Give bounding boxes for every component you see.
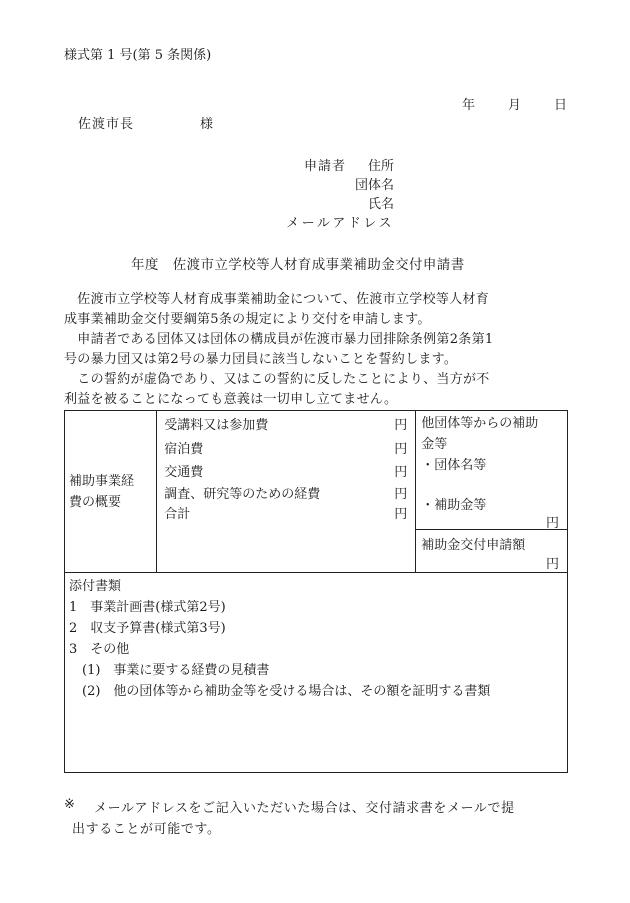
- requested-amount-cell: [416, 530, 568, 573]
- row-label-cell: [65, 411, 157, 573]
- yen-unit: 円: [394, 465, 408, 480]
- body-line: 号の暴力団又は第2号の暴力団員に該当しないことを誓約します。: [64, 352, 458, 367]
- body-line: 佐渡市立学校等人材育成事業補助金について、佐渡市立学校等人材育: [64, 292, 490, 307]
- attachments-cell: [65, 573, 568, 773]
- applicant-label: 申請者: [304, 159, 347, 174]
- body-line: 申請者である団体又は団体の構成員が佐渡市暴力団排除条例第2条第1: [64, 332, 494, 347]
- body-line: この誓約が虚偽であり、又はこの誓約に反したことにより、当方が不: [64, 372, 490, 387]
- footnote-line: メールアドレスをご記入いただいた場合は、交付請求書をメールで提: [94, 801, 515, 816]
- expense-items-cell: [157, 411, 416, 573]
- expense-row: [157, 414, 415, 438]
- yen-unit: 円: [545, 557, 559, 572]
- addressee-sama: 様: [200, 117, 214, 132]
- addressee-mayor: 佐渡市長: [78, 117, 135, 132]
- expense-row: [157, 461, 415, 485]
- attachment-item: (1) 事業に要する経費の見積書: [69, 663, 270, 678]
- subsidy-amount-label: ・補助金等: [421, 498, 487, 513]
- requested-amount-label: 補助金交付申請額: [421, 538, 526, 553]
- expense-label: 受講料又は参加費: [164, 418, 269, 433]
- yen-unit: 円: [394, 441, 408, 457]
- attachment-item: 2 収支予算書(様式第3号): [69, 621, 226, 636]
- yen-unit: 円: [394, 486, 408, 502]
- expense-label: 合計: [164, 506, 191, 522]
- attachment-item: (2) 他の団体等から補助金等を受ける場合は、その額を証明する書類: [69, 684, 491, 699]
- row-label-line: 費の概要: [69, 494, 122, 510]
- yen-unit: 円: [394, 418, 408, 433]
- applicant-group-label: 団体名: [354, 178, 394, 193]
- applicant-email-label: メールアドレス: [286, 216, 394, 231]
- expense-row: [157, 505, 415, 525]
- footnote-mark: ※: [64, 797, 75, 812]
- application-table: [64, 410, 568, 773]
- other-subsidy-heading: 他団体等からの補助: [421, 416, 539, 431]
- footnote-line: 出することが可能です。: [72, 822, 221, 837]
- body-text: [64, 290, 572, 410]
- attachment-item: 1 事業計画書(様式第2号): [69, 600, 226, 615]
- applicant-address-label: 住所: [367, 159, 394, 174]
- org-name-label: ・団体名等: [421, 458, 487, 473]
- body-line: 利益を被ることになっても意義は一切申し立てません。: [64, 392, 398, 407]
- yen-unit: 円: [394, 506, 408, 522]
- body-line: 成事業補助金交付要綱第5条の規定により交付を申請します。: [64, 312, 431, 327]
- expense-row: [157, 485, 415, 505]
- applicant-name-label: 氏名: [367, 197, 394, 212]
- attachments-heading: 添付書類: [69, 579, 122, 594]
- date-month-label: 月: [508, 98, 522, 113]
- expense-row: [157, 438, 415, 462]
- other-subsidy-heading: 金等: [421, 437, 448, 452]
- other-subsidy-cell: [416, 411, 568, 530]
- document-title: 年度 佐渡市立学校等人材育成事業補助金交付申請書: [131, 257, 465, 273]
- attachment-item: 3 その他: [69, 642, 130, 657]
- expense-label: 調査、研究等のための経費: [164, 486, 321, 502]
- yen-unit: 円: [545, 516, 559, 531]
- form-number: 様式第 1 号(第 5 条関係): [64, 48, 212, 63]
- expense-label: 交通費: [164, 465, 204, 480]
- row-label-line: 補助事業経: [69, 473, 135, 489]
- date-day-label: 日: [554, 98, 568, 113]
- date-year-label: 年: [462, 98, 476, 113]
- expense-label: 宿泊費: [164, 441, 204, 457]
